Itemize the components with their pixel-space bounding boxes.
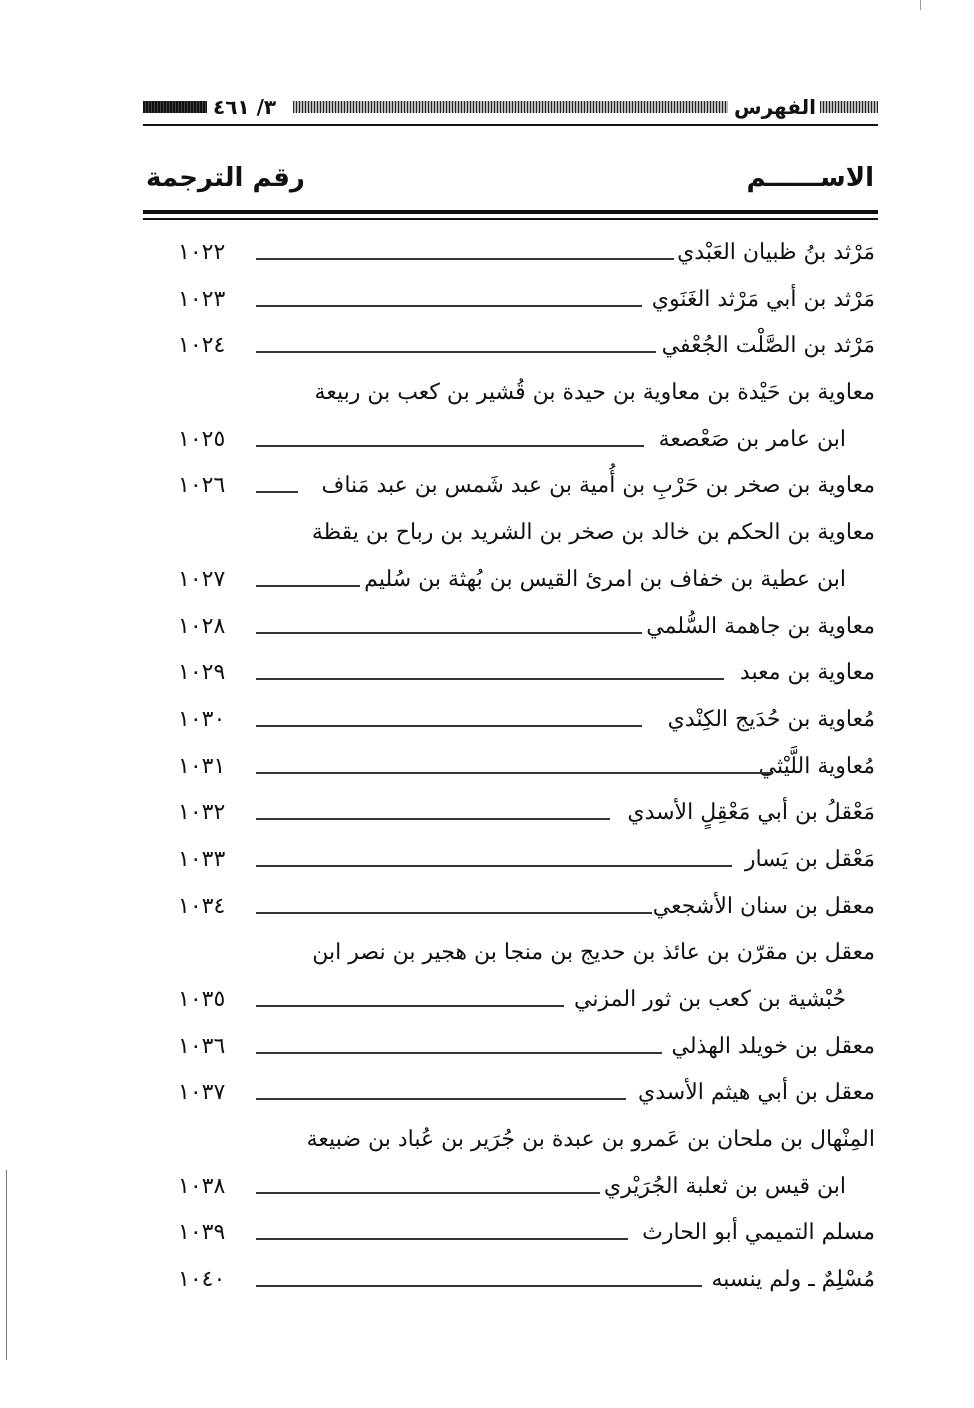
index-entries	[0, 232, 974, 1306]
entry-number: ١٠٢٤	[178, 333, 226, 359]
dot-leader	[256, 772, 772, 774]
entry-number: ١٠٢٩	[178, 660, 226, 686]
table-row	[0, 606, 974, 653]
table-row	[0, 746, 974, 793]
entry-name: مَعْقل بن يَسار	[744, 846, 875, 872]
heading-rule-thick	[143, 210, 878, 214]
entry-number: ١٠٣١	[178, 753, 226, 779]
dot-leader	[256, 818, 610, 820]
table-row	[0, 886, 974, 933]
dot-leader	[256, 491, 298, 493]
header-bar-middle	[293, 101, 743, 113]
table-row	[0, 279, 974, 326]
entry-number: ١٠٢٧	[178, 566, 226, 592]
section-title: الفهرس	[728, 94, 822, 120]
table-row	[0, 559, 974, 606]
entry-number: ١٠٣٨	[178, 1173, 226, 1199]
table-row	[0, 1259, 974, 1306]
entry-number: ١٠٢٥	[178, 426, 226, 452]
dot-leader	[256, 678, 724, 680]
table-row	[0, 792, 974, 839]
table-row	[0, 372, 974, 419]
dot-leader	[256, 1005, 564, 1007]
entry-number: ١٠٢٢	[178, 240, 226, 265]
page-reference: ٣/ ٤٦١	[207, 94, 282, 120]
entry-name: المِنْهال بن ملحان بن عَمرو بن عبدة بن جُرَير بن عُباد بن ضبيعة	[306, 1127, 875, 1153]
entry-name: معقل بن أبي هيثم الأسدي	[638, 1080, 875, 1106]
table-row	[0, 979, 974, 1026]
table-row	[0, 1119, 974, 1166]
heading-rule-thin	[143, 218, 878, 220]
table-row	[0, 512, 974, 559]
entry-number: ١٠٣٥	[178, 987, 226, 1012]
dot-leader	[256, 1098, 626, 1100]
header-rule	[143, 124, 878, 126]
table-row	[0, 1212, 974, 1259]
entry-name: مُعاوية اللَّيْثي	[758, 753, 875, 779]
entry-name: حُبْشية بن كعب بن ثور المزني	[574, 987, 846, 1012]
dot-leader	[256, 1192, 600, 1194]
table-row	[0, 652, 974, 699]
dot-leader	[256, 632, 642, 634]
table-row	[0, 1026, 974, 1073]
scan-mark	[920, 0, 921, 10]
table-row	[0, 325, 974, 372]
dot-leader	[256, 305, 642, 307]
dot-leader	[256, 351, 656, 353]
dot-leader	[256, 1285, 702, 1287]
header-bar-left	[143, 101, 213, 113]
entry-number: ١٠٤٠	[178, 1267, 226, 1293]
entry-name: معقل بن مقرّن بن عائذ بن حديج بن منجا بن هجير بن نصر ابن	[312, 940, 875, 966]
table-row	[0, 932, 974, 979]
dot-leader	[256, 585, 360, 587]
running-header	[143, 94, 878, 120]
entry-number: ١٠٣٠	[178, 706, 226, 732]
table-row	[0, 839, 974, 886]
entry-name: مُسْلِمٌ ـ ولم ينسبه	[711, 1267, 875, 1293]
entry-name: معاوية بن حَيْدة بن معاوية بن حيدة بن قُشير بن كعب بن ربيعة	[314, 380, 875, 406]
dot-leader	[256, 912, 652, 914]
name-column-heading: الاســــــم	[746, 163, 874, 193]
dot-leader	[256, 1052, 662, 1054]
table-row	[0, 419, 974, 466]
entry-name: معاوية بن الحكم بن خالد بن صخر بن الشريد بن رباح بن يقظة	[311, 520, 875, 546]
entry-name: معاوية بن جاهمة السُّلمي	[646, 613, 875, 639]
entry-number: ١٠٣٦	[178, 1033, 226, 1059]
table-row	[0, 699, 974, 746]
entry-name: ابن قيس بن ثعلبة الجُرَيْري	[603, 1173, 846, 1199]
entry-number: ١٠٢٨	[178, 613, 226, 639]
table-row	[0, 232, 974, 279]
entry-name: معقل بن سنان الأشجعي	[652, 893, 875, 919]
header-bar-right	[820, 101, 878, 113]
dot-leader	[256, 1238, 628, 1240]
number-column-heading: رقم الترجمة	[146, 163, 305, 193]
entry-name: مَرْثد بنُ ظبيان العَبْدي	[677, 240, 875, 265]
table-row	[0, 1072, 974, 1119]
entry-name: ابن عطية بن خفاف بن امرئ القيس بن بُهثة بن سُليم	[364, 566, 846, 592]
entry-name: مَعْقلُ بن أبي مَعْقِلٍ الأسدي	[627, 800, 875, 826]
entry-number: ١٠٣٩	[178, 1220, 226, 1246]
entry-name: مَرْثد بن الصَّلْت الجُعْفي	[661, 333, 875, 359]
dot-leader	[256, 725, 642, 727]
entry-name: مسلم التميمي أبو الحارث	[642, 1220, 875, 1246]
entry-number: ١٠٢٣	[178, 286, 226, 312]
entry-number: ١٠٢٦	[178, 473, 226, 499]
entry-name: مَرْثد بن أبي مَرْثد الغَنَوي	[651, 286, 875, 312]
entry-number: ١٠٣٤	[178, 893, 226, 919]
dot-leader	[256, 445, 644, 447]
entry-name: معاوية بن صخر بن حَرْبِ بن أُمية بن عبد شَمس بن عبد مَناف	[321, 473, 875, 499]
entry-number: ١٠٣٣	[178, 846, 226, 872]
entry-name: ابن عامر بن صَعْصعة	[658, 426, 846, 452]
dot-leader	[256, 865, 732, 867]
entry-number: ١٠٣٢	[178, 800, 226, 826]
entry-number: ١٠٣٧	[178, 1080, 226, 1106]
scan-margin-line	[6, 1170, 7, 1360]
table-row	[0, 1166, 974, 1213]
entry-name: مُعاوية بن حُدَيج الكِنْدي	[667, 706, 875, 732]
dot-leader	[256, 258, 674, 260]
entry-name: معقل بن خويلد الهذلي	[671, 1033, 875, 1059]
table-row	[0, 465, 974, 512]
entry-name: معاوية بن معبد	[739, 660, 875, 686]
